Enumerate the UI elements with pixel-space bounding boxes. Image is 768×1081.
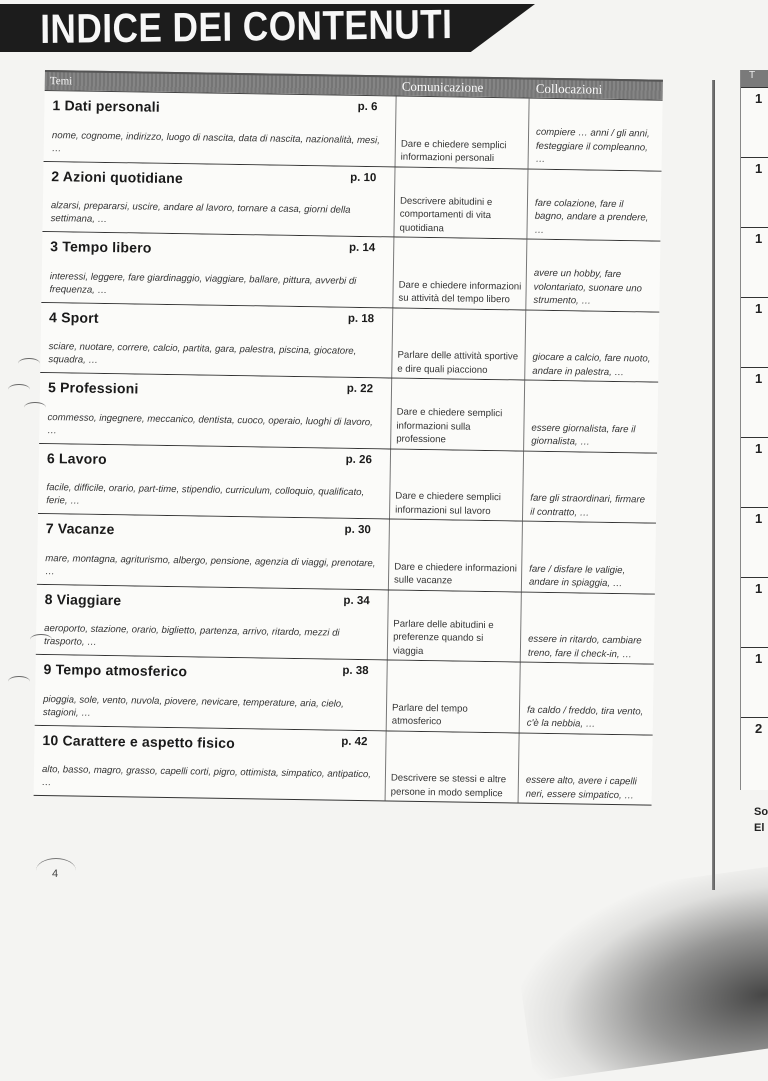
- header-comunicazione: Comunicazione: [401, 78, 484, 95]
- communication-text: Dare e chiedere semplici informazioni personali: [400, 138, 507, 165]
- page-reference: p. 18: [347, 312, 375, 325]
- communication-cell: [393, 238, 527, 310]
- communication-cell: [396, 97, 530, 169]
- facing-row-number: 1: [755, 371, 763, 386]
- communication-text: Descrivere abitudini e comportamenti di vita quotidiana: [399, 195, 493, 234]
- topic-cell: [36, 584, 389, 659]
- communication-text: Parlare delle abitudini e preferenze quando si viaggia: [392, 618, 494, 657]
- collocation-text: fare colazione, fare il bagno, andare a prendere, …: [534, 197, 649, 236]
- communication-cell: [389, 519, 523, 591]
- topic-cell: [41, 232, 394, 307]
- table-row: [35, 655, 654, 735]
- table-row: [44, 90, 663, 171]
- communication-cell: [387, 660, 521, 732]
- page-title: INDICE DEI CONTENUTI: [40, 0, 453, 52]
- communication-text: Parlare delle attività sportive e dire quali piacciono: [397, 349, 519, 376]
- table-row: [42, 161, 661, 241]
- binder-mark: [24, 402, 46, 413]
- facing-row-number: 1: [755, 651, 763, 666]
- collocation-cell: [522, 522, 656, 594]
- collocation-text: fa caldo / freddo, tira vento, c'è la nebbia, …: [526, 704, 644, 730]
- facing-row-divider: [741, 577, 768, 578]
- header-temi: Temi: [49, 75, 73, 88]
- collocation-cell: [521, 592, 655, 664]
- facing-row-divider: [741, 717, 768, 718]
- topic-cell: [44, 91, 397, 166]
- topic-title: 7 Vacanze: [45, 520, 115, 538]
- facing-row-divider: [741, 87, 768, 88]
- collocation-text: fare gli straordinari, firmare il contratto, …: [530, 492, 646, 519]
- communication-cell: [386, 731, 520, 803]
- vocabulary-list: mare, montagna, agriturismo, albergo, pensione, agenzia di viaggi, prenotare, …: [45, 552, 376, 577]
- table-body: [34, 90, 663, 806]
- topic-title: 4 Sport: [49, 308, 99, 326]
- table-row: [36, 584, 655, 664]
- collocation-cell: [523, 451, 657, 523]
- binder-mark: [30, 634, 52, 645]
- collocation-cell: [524, 381, 658, 453]
- book-gutter: [712, 80, 715, 890]
- scan-shadow: [509, 859, 768, 1081]
- topic-title: 2 Azioni quotidiane: [51, 167, 184, 186]
- binder-mark: [8, 676, 30, 687]
- header-collocazioni: Collocazioni: [535, 80, 603, 97]
- topic-title: 10 Carattere e aspetto fisico: [42, 731, 236, 751]
- communication-text: Dare e chiedere semplici informazioni sulla professione: [396, 406, 503, 446]
- vocabulary-list: commesso, ingegnere, meccanico, dentista, cuoco, operaio, luoghi di lavoro, …: [47, 411, 373, 436]
- communication-cell: [394, 167, 528, 239]
- topic-cell: [39, 373, 392, 448]
- topic-cell: [37, 514, 390, 589]
- vocabulary-list: facile, difficile, orario, part-time, stipendio, curriculum, colloquio, qualificato, ferie, …: [46, 482, 365, 507]
- collocation-cell: [526, 240, 660, 312]
- communication-cell: [392, 308, 526, 380]
- binder-mark: [8, 384, 30, 395]
- collocation-text: essere alto, avere i capelli neri, essere simpatico, …: [525, 774, 637, 801]
- topic-cell: [40, 302, 393, 377]
- page-number: 4: [52, 868, 59, 880]
- topic-cell: [35, 655, 388, 730]
- topic-title: 6 Lavoro: [46, 449, 107, 467]
- page-reference: p. 22: [346, 382, 374, 396]
- table-row: [38, 443, 657, 523]
- facing-row-divider: [741, 647, 768, 648]
- page-reference: p. 6: [357, 100, 378, 114]
- facing-page-fragment: [740, 70, 768, 790]
- facing-page-header: T: [741, 70, 768, 87]
- contents-table: [34, 70, 663, 806]
- facing-row-number: 1: [755, 161, 763, 176]
- vocabulary-list: nome, cognome, indirizzo, luogo di nascita, data di nascita, nazionalità, mesi, …: [51, 129, 380, 154]
- vocabulary-list: pioggia, sole, vento, nuvola, piovere, nevicare, temperature, aria, cielo, stagioni, …: [42, 693, 344, 719]
- vocabulary-list: sciare, nuotare, correre, calcio, partita, gara, palestra, piscina, giocatore, squadra, …: [48, 341, 357, 366]
- communication-cell: [391, 378, 525, 450]
- topic-cell: [38, 443, 391, 518]
- page-reference: p. 42: [341, 735, 368, 748]
- topic-title: 3 Tempo libero: [50, 238, 152, 256]
- page-reference: p. 30: [344, 523, 371, 537]
- facing-row-divider: [741, 437, 768, 438]
- communication-text: Parlare del tempo atmosferico: [391, 702, 468, 728]
- communication-text: Dare e chiedere informazioni sulle vacanze: [393, 561, 517, 587]
- page-reference: p. 34: [343, 594, 370, 607]
- topic-cell: [34, 725, 387, 800]
- table-row: [41, 232, 660, 312]
- facing-footer-line-1: So: [754, 806, 768, 818]
- facing-row-number: 1: [755, 441, 763, 456]
- facing-row-number: 1: [755, 581, 763, 596]
- communication-text: Dare e chiedere semplici informazioni sul lavoro: [395, 490, 502, 517]
- communication-cell: [388, 590, 522, 662]
- collocation-cell: [527, 169, 661, 241]
- collocation-text: essere giornalista, fare il giornalista, …: [531, 422, 636, 448]
- facing-row-number: 1: [755, 511, 763, 526]
- collocation-text: giocare a calcio, fare nuoto, andare in palestra, …: [532, 351, 651, 378]
- table-row: [34, 725, 653, 805]
- collocation-cell: [529, 99, 663, 171]
- facing-row-number: 2: [755, 721, 763, 736]
- page-reference: p. 26: [345, 453, 373, 466]
- table-row: [39, 373, 658, 453]
- table-row: [40, 302, 659, 382]
- binder-mark: [18, 358, 40, 369]
- collocation-text: avere un hobby, fare volontariato, suonare uno strumento, …: [533, 267, 643, 307]
- facing-row-number: 1: [755, 301, 763, 316]
- collocation-cell: [520, 663, 654, 735]
- collocation-text: compiere … anni / gli anni, festeggiare il compleanno, …: [535, 126, 650, 165]
- facing-row-divider: [741, 297, 768, 298]
- collocation-cell: [525, 310, 659, 382]
- communication-cell: [390, 449, 524, 521]
- collocation-cell: [519, 733, 653, 805]
- facing-row-divider: [741, 367, 768, 368]
- vocabulary-list: alto, basso, magro, grasso, capelli corti, pigro, ottimista, simpatico, antipatico, …: [41, 764, 372, 789]
- collocation-text: fare / disfare le valigie, andare in spiaggia, …: [528, 563, 626, 590]
- communication-text: Descrivere se stessi e altre persone in modo semplice: [390, 772, 507, 799]
- page-reference: p. 10: [350, 171, 377, 184]
- facing-row-divider: [741, 507, 768, 508]
- topic-title: 5 Professioni: [47, 379, 139, 397]
- table-row: [37, 514, 656, 594]
- facing-footer-line-2: El: [754, 822, 765, 834]
- collocation-text: essere in ritardo, cambiare treno, fare il check-in, …: [527, 633, 642, 660]
- page-reference: p. 38: [342, 664, 369, 678]
- communication-text: Dare e chiedere informazioni su attività del tempo libero: [398, 279, 522, 306]
- topic-cell: [42, 161, 395, 236]
- vocabulary-list: alzarsi, prepararsi, uscire, andare al lavoro, tornare a casa, giorni della settimana, …: [50, 200, 351, 225]
- facing-row-divider: [741, 227, 768, 228]
- topic-title: 8 Viaggiare: [44, 590, 122, 608]
- topic-title: 1 Dati personali: [52, 97, 161, 115]
- facing-row-number: 1: [755, 91, 763, 106]
- vocabulary-list: interessi, leggere, fare giardinaggio, viaggiare, ballare, pittura, avverbi di frequenza, …: [49, 270, 357, 296]
- facing-row-number: 1: [755, 231, 763, 246]
- vocabulary-list: aeroporto, stazione, orario, biglietto, partenza, arrivo, ritardo, mezzi di trasporto, …: [43, 623, 340, 648]
- page-reference: p. 14: [348, 241, 376, 255]
- topic-title: 9 Tempo atmosferico: [43, 661, 188, 680]
- facing-row-divider: [741, 157, 768, 158]
